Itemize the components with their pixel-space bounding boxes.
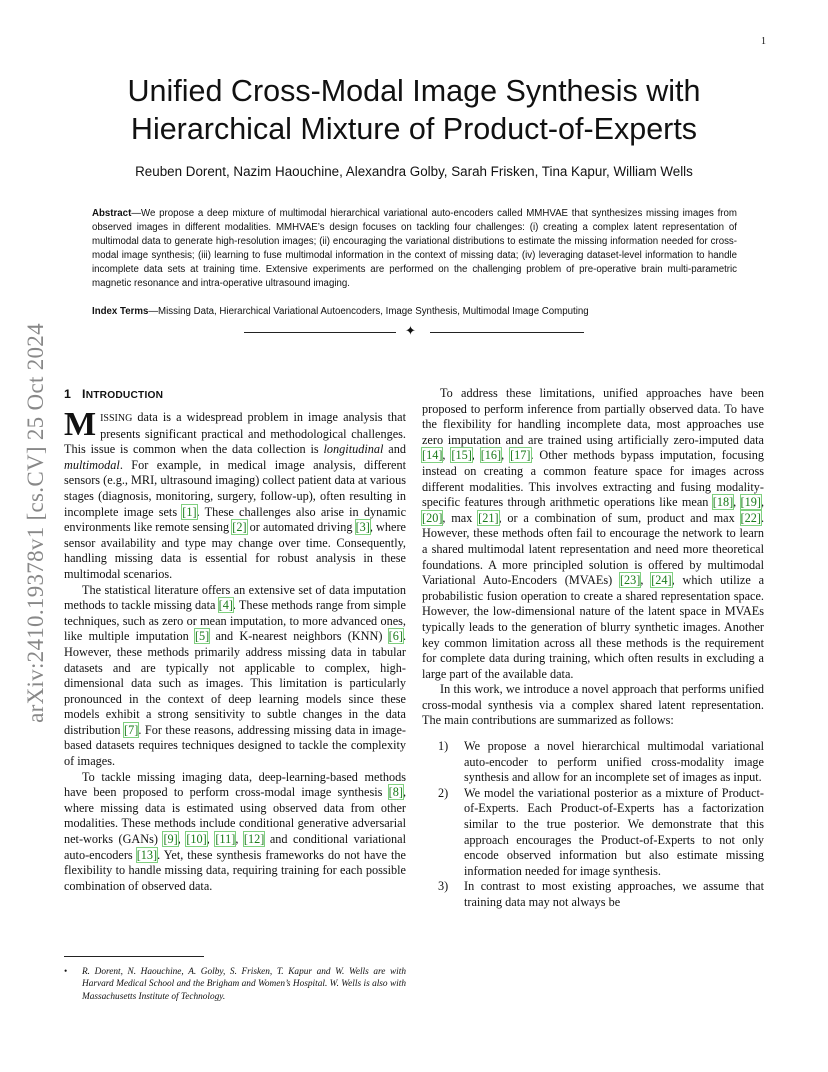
- page-number: 1: [761, 36, 766, 47]
- citation-link[interactable]: [22]: [740, 510, 761, 525]
- text-run: . For these reasons, addressing missing data in image-based datasets requires techniques designed to tackle the complexity of images.: [64, 722, 406, 769]
- citation-link[interactable]: [12]: [243, 832, 265, 847]
- citation-link[interactable]: [6]: [388, 629, 403, 644]
- citation-link[interactable]: [3]: [355, 520, 370, 535]
- title-line-1: Unified Cross-Modal Image Synthesis with: [127, 74, 701, 108]
- paragraph-3: To tackle missing imaging data, deep-learning-based methods have been proposed to perform cross-modal image synthesis [8], where missing data is estimated using observed data from other modalities. These methods include conditional generative adversarial net-works (GANs) [9], [10], [11], [12] and conditional variational auto-encoders [13]. Yet, these synthesis frameworks do not have the flexibility to handle missing data, requiring training for each possible combination of observed data.: [64, 769, 407, 893]
- citation-link[interactable]: [21]: [478, 510, 499, 525]
- contribution-item: [438, 786, 764, 880]
- footnote: [64, 966, 406, 1003]
- text-run: To address these limitations, unified approaches have been proposed to perform inference from partially observed data. To have the flexibility for handling incomplete data, most approaches use zero imputation and are trained using artificially zero-imputed data: [422, 386, 764, 447]
- text-run: and conditional variational auto-encoders: [64, 832, 407, 862]
- item-number: 1): [438, 739, 449, 754]
- paragraph-4: To address these limitations, unified approaches have been proposed to perform inference from partially observed data. To have the flexibility for handling incomplete data, most approaches use zero imputation and are trained using artificially zero-imputed data [14], [15], [16], [17]. Other methods bypass imputation, focusing instead on creating a common feature space for images across different modalities. This involves extracting and fusing modality-specific features through arithmetic operations like mean [18], [19], [20], max [21], or a combination of sum, product and max [22]. However, these methods often fail to encourage the network to learn a shared multimodal latent representation and need more theoretical foundations. A more principled solution is offered by multimodal Variational Auto-Encoders (MVAEs) [23], [24], which utilize a probabilistic fusion operation to create a shared representation space. However, the low-dimensional nature of the latent space in MVAEs typically leads to the generation of blurry synthetic images. Another key common limitation across all these methods is the requirement for complete data during training, which often results in excluding a large part of the available data.: [422, 386, 765, 681]
- text-run: To tackle missing imaging data, deep-learning-based methods have been proposed to perform cross-modal image synthesis: [64, 769, 406, 800]
- citation-link[interactable]: [16]: [480, 448, 502, 463]
- text-run: . However, these methods often fail to encourage the network to learn a shared multimodal latent representation and need more theoretical foundations. A more principled solution is offered by multimodal Variational Auto-Encoders (MVAEs): [422, 510, 764, 588]
- citation-link[interactable]: [9]: [163, 832, 178, 847]
- footnote-bullet: •: [64, 967, 68, 977]
- citation-link[interactable]: [15]: [451, 448, 472, 463]
- italic-term: multimodal: [64, 457, 120, 472]
- citation-link[interactable]: [24]: [651, 573, 672, 588]
- citation-link[interactable]: [19]: [740, 495, 761, 510]
- left-column: [64, 406, 407, 894]
- abstract-text: —We propose a deep mixture of multimodal hierarchical variational auto-encoders called MMHVAE that synthesizes missing images from observed images in different modalities. MMHVAE’s design focuses on tackling four challenges: (i) creating a complex latent representation of multimodal data to generate high-resolution images; (ii) encouraging the variational distributions to estimate the missing information needed for cross-modal image synthesis; (iii) learning to fuse multimodal information in the context of missing data; (iv) leveraging dataset-level information to handle incomplete data sets at training time. Extensive experiments are performed on the challenging problem of pre-operative brain multi-parametric magnetic resonance and intra-operative ultrasound imaging.: [92, 208, 737, 290]
- text-run: , max: [442, 510, 479, 525]
- title-line-2: Hierarchical Mixture of Product-of-Experts: [130, 112, 698, 146]
- section-title-rest: NTRODUCTION: [85, 390, 164, 401]
- index-terms: [92, 305, 737, 319]
- citation-link[interactable]: [1]: [182, 504, 197, 519]
- abstract: [92, 207, 737, 292]
- citation-link[interactable]: [7]: [124, 722, 139, 737]
- item-number: 3): [438, 879, 449, 894]
- text-run: . Yet, these synthesis frameworks do not have the flexibility to handle missing data, requiring training for each possible combination of observed data.: [64, 847, 406, 893]
- index-terms-text: —Missing Data, Hierarchical Variational Autoencoders, Image Synthesis, Multimodal Image Computing: [148, 306, 589, 317]
- citation-link[interactable]: [18]: [712, 495, 734, 510]
- contribution-item: [438, 739, 764, 786]
- citation-link[interactable]: [5]: [194, 629, 210, 644]
- contribution-item: [438, 879, 764, 910]
- smallcaps-word: ISSING: [100, 413, 133, 424]
- paragraph-2: [64, 583, 406, 770]
- index-terms-label: Index Terms: [92, 306, 149, 317]
- item-text: In contrast to most existing approaches, we assume that training data may not always be: [464, 879, 764, 909]
- text-run: or automated driving: [246, 520, 356, 535]
- citation-link[interactable]: [11]: [215, 832, 236, 847]
- author-list: Reuben Dorent, Nazim Haouchine, Alexandra Golby, Sarah Frisken, Tina Kapur, William Wells: [135, 164, 693, 179]
- text-run: . Other methods bypass imputation, focusing instead on creating a common feature space for images across different modalities. This involves extracting and fusing modality-specific features through arithmetic operations like mean: [422, 448, 764, 510]
- divider-diamond-icon: ✦: [405, 324, 416, 339]
- citation-link[interactable]: [8]: [388, 785, 403, 800]
- citation-link[interactable]: [13]: [136, 847, 158, 862]
- contribution-list: [422, 739, 764, 911]
- text-run: and: [383, 442, 406, 457]
- section-heading: [64, 387, 163, 401]
- section-title-initial: I: [82, 387, 86, 401]
- divider-left: [244, 332, 396, 333]
- text-run: data is a widespread problem in image analysis that presents significant practical and methodological challenges. This issue is common when the data collection is: [64, 410, 406, 457]
- citation-link[interactable]: [4]: [218, 598, 233, 613]
- text-run: , where missing data is estimated using observed data from other modalities. These methods include conditional generative adversarial net-works (GANs): [64, 785, 406, 847]
- citation-link[interactable]: [17]: [510, 448, 531, 463]
- text-run: , which utilize a probabilistic fusion operation to create a shared representation space. However, the low-dimensional nature of the latent space in MVAEs typically leads to the generation of blurry synthetic images. Another key common limitation across all these methods is the requirement for complete data during training, which often results in excluding a large part of the available data.: [422, 573, 765, 681]
- footnote-rule: [64, 956, 204, 957]
- citation-link[interactable]: [2]: [232, 520, 247, 535]
- item-number: 2): [438, 785, 449, 800]
- item-text: We model the variational posterior as a mixture of Product-of-Experts. Each Product-of-Experts has a factorization similar to the true posterior. We demonstrate that this approach encourages the Product-of-Experts to not only encode observed information but also estimate missing information needed for image synthesis.: [464, 785, 764, 878]
- text-run: and K-nearest neighbors (KNN): [209, 629, 389, 644]
- italic-term: longitudinal: [323, 442, 384, 457]
- right-column: [422, 386, 764, 911]
- paragraph-1: [64, 406, 407, 583]
- item-text: We propose a novel hierarchical multimodal variational auto-encoder to perform unified cross-modality image synthesis and allow for an incomplete set of images as input.: [464, 739, 764, 785]
- text-run: . However, these methods primarily address missing data in tabular datasets and are typically not applicable to complex, high-dimensional data such as images. This limitation is particularly pronounced in the context of deep learning models since these models exhibit a strong sensitivity to subtle changes in the data distribution: [64, 629, 406, 737]
- paper-title: [80, 72, 748, 148]
- arxiv-stamp-text: arXiv:2410.19378v1 [cs.CV] 25 Oct 2024: [23, 323, 48, 723]
- citation-link[interactable]: [20]: [422, 510, 443, 525]
- text-run: . These challenges also arise in dynamic environments like remote sensing: [64, 504, 407, 535]
- text-run: . These methods range from simple techniques, such as zero or mean imputation, to more advanced ones, like multiple imputation: [64, 598, 406, 644]
- citation-link[interactable]: [14]: [422, 448, 443, 463]
- drop-cap: M: [64, 406, 97, 443]
- divider-right: [430, 332, 584, 333]
- section-number: 1: [64, 387, 72, 401]
- citation-link[interactable]: [23]: [619, 573, 641, 588]
- footnote-text: R. Dorent, N. Haouchine, A. Golby, S. Frisken, T. Kapur and W. Wells are with Harvard Medical School and the Brigham and Women’s Hospital. W. Wells is also with Massachusetts Institute of Technology.: [82, 967, 406, 1002]
- citation-link[interactable]: [10]: [186, 832, 207, 847]
- paragraph-5: In this work, we introduce a novel approach that performs unified cross-modal synthesis via a complex shared latent representation. The main contributions are summarized as follows:: [422, 682, 764, 728]
- text-run: The statistical literature offers an extensive set of data imputation methods to tackle missing data: [64, 582, 406, 613]
- arxiv-stamp: [14, 288, 58, 758]
- abstract-label: Abstract: [92, 208, 132, 219]
- text-run: , where sensor availability and type may change over time. Consequently, handling missing data is essential for robust analysis in these multimodal scenarios.: [64, 520, 406, 581]
- text-run: , or a combination of sum, product and max: [498, 510, 741, 525]
- text-run: . For example, in medical image analysis, different sensors (e.g., MRI, ultrasound imaging) collect patient data at various stages (diagnosis, monitoring, surgery, follow-up), often resulting in incomplete image sets: [64, 457, 406, 519]
